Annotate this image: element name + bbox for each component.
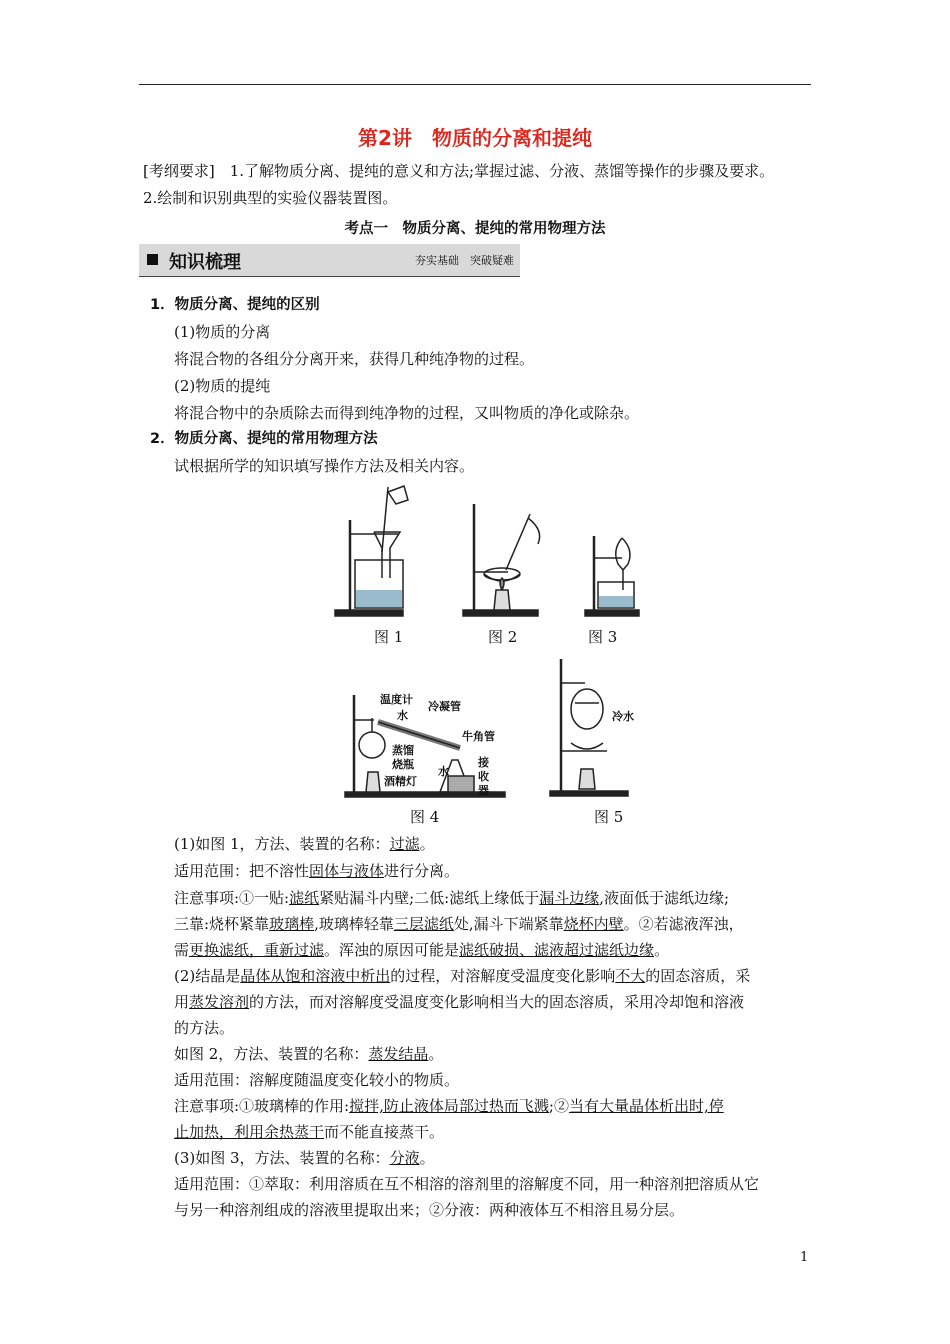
body-line-11: 注意事项:①玻璃棒的作用:搅拌,防止液体局部过热而飞溅;②当有大量晶体析出时,停 xyxy=(174,1097,724,1115)
requirements-line-1: [考纲要求] 1.了解物质分离、提纯的意义和方法;掌握过滤、分液、蒸馏等操作的步骤及要求。 xyxy=(143,162,775,180)
figure-3-separatory-funnel xyxy=(582,530,642,622)
label-adapter: 牛角管 xyxy=(462,730,495,743)
header-rule xyxy=(139,84,811,85)
label-water-top: 水 xyxy=(397,709,408,722)
figure-5-caption: 图 5 xyxy=(594,808,624,826)
figure-1-filtration xyxy=(330,482,410,622)
lecture-title: 第2讲 物质的分离和提纯 xyxy=(358,126,592,150)
figure-2-caption: 图 2 xyxy=(488,628,518,646)
intro-text: 试根据所学的知识填写操作方法及相关内容。 xyxy=(174,457,475,475)
separation-text: 将混合物的各组分分离开来，获得几种纯净物的过程。 xyxy=(174,350,535,368)
label-condenser: 冷凝管 xyxy=(428,700,461,713)
label-thermometer: 温度计 xyxy=(380,693,413,706)
label-receiver-1: 接 xyxy=(478,756,489,769)
label-water-bottom: 水 xyxy=(438,765,449,778)
square-bullet-icon xyxy=(147,254,158,265)
body-line-13: (3)如图 3，方法、装置的名称：分液。 xyxy=(174,1149,435,1167)
label-lamp: 酒精灯 xyxy=(384,775,417,788)
figure-1-caption: 图 1 xyxy=(374,628,404,646)
body-line-15: 与另一种溶剂组成的溶液里提取出来；②分液：两种液体互不相溶且易分层。 xyxy=(174,1201,685,1219)
knowledge-banner xyxy=(139,244,520,277)
banner-title: 知识梳理 xyxy=(169,252,241,273)
page-number: 1 xyxy=(800,1250,809,1265)
label-flask-2: 烧瓶 xyxy=(392,758,414,771)
label-receiver-3: 器 xyxy=(478,784,489,797)
heading-1: 1．物质分离、提纯的区别 xyxy=(150,297,320,313)
separation-title: (1)物质的分离 xyxy=(174,323,271,341)
body-line-6: (2)结晶是晶体从饱和溶液中析出的过程，对溶解度受温度变化影响不大的固态溶质，采 xyxy=(174,967,751,985)
section-title: 考点一 物质分离、提纯的常用物理方法 xyxy=(344,221,606,237)
body-line-7: 用蒸发溶剂的方法，而对溶解度受温度变化影响相当大的固态溶质，采用冷却饱和溶液 xyxy=(174,993,745,1011)
body-line-10: 适用范围：溶解度随温度变化较小的物质。 xyxy=(174,1071,460,1089)
figure-3-caption: 图 3 xyxy=(588,628,618,646)
label-cold-water: 冷水 xyxy=(612,710,634,723)
purification-title: (2)物质的提纯 xyxy=(174,377,271,395)
heading-2: 2．物质分离、提纯的常用物理方法 xyxy=(150,431,378,447)
label-receiver-2: 收 xyxy=(478,770,489,783)
body-line-8: 的方法。 xyxy=(174,1019,235,1037)
requirements-line-2: 2.绘制和识别典型的实验仪器装置图。 xyxy=(143,189,398,207)
body-line-4: 三靠:烧杯紧靠玻璃棒,玻璃棒轻靠三层滤纸处,漏斗下端紧靠烧杯内壁。②若滤液浑浊， xyxy=(174,915,744,933)
body-line-5: 需更换滤纸，重新过滤。浑浊的原因可能是滤纸破损、滤液超过滤纸边缘。 xyxy=(174,941,670,959)
body-line-1: (1)如图 1，方法、装置的名称：过滤。 xyxy=(174,835,435,853)
body-line-9: 如图 2，方法、装置的名称：蒸发结晶。 xyxy=(174,1045,444,1063)
figure-2-evaporation xyxy=(458,500,553,622)
body-line-2: 适用范围：把不溶性固体与液体进行分离。 xyxy=(174,862,460,880)
body-line-14: 适用范围：①萃取：利用溶质在互不相溶的溶剂里的溶解度不同，用一种溶剂把溶质从它 xyxy=(174,1175,760,1193)
figure-5-sublimation xyxy=(545,655,635,800)
body-line-12: 止加热，利用余热蒸干而不能直接蒸干。 xyxy=(174,1123,445,1141)
body-line-3: 注意事项:①一贴:滤纸紧贴漏斗内壁;二低:滤纸上缘低于漏斗边缘,液面低于滤纸边缘; xyxy=(174,889,730,907)
banner-subtitle: 夯实基础 突破疑难 xyxy=(415,254,514,267)
purification-text: 将混合物中的杂质除去而得到纯净物的过程，又叫物质的净化或除杂。 xyxy=(174,404,640,422)
label-flask-1: 蒸馏 xyxy=(392,744,414,757)
figure-4-caption: 图 4 xyxy=(410,808,440,826)
